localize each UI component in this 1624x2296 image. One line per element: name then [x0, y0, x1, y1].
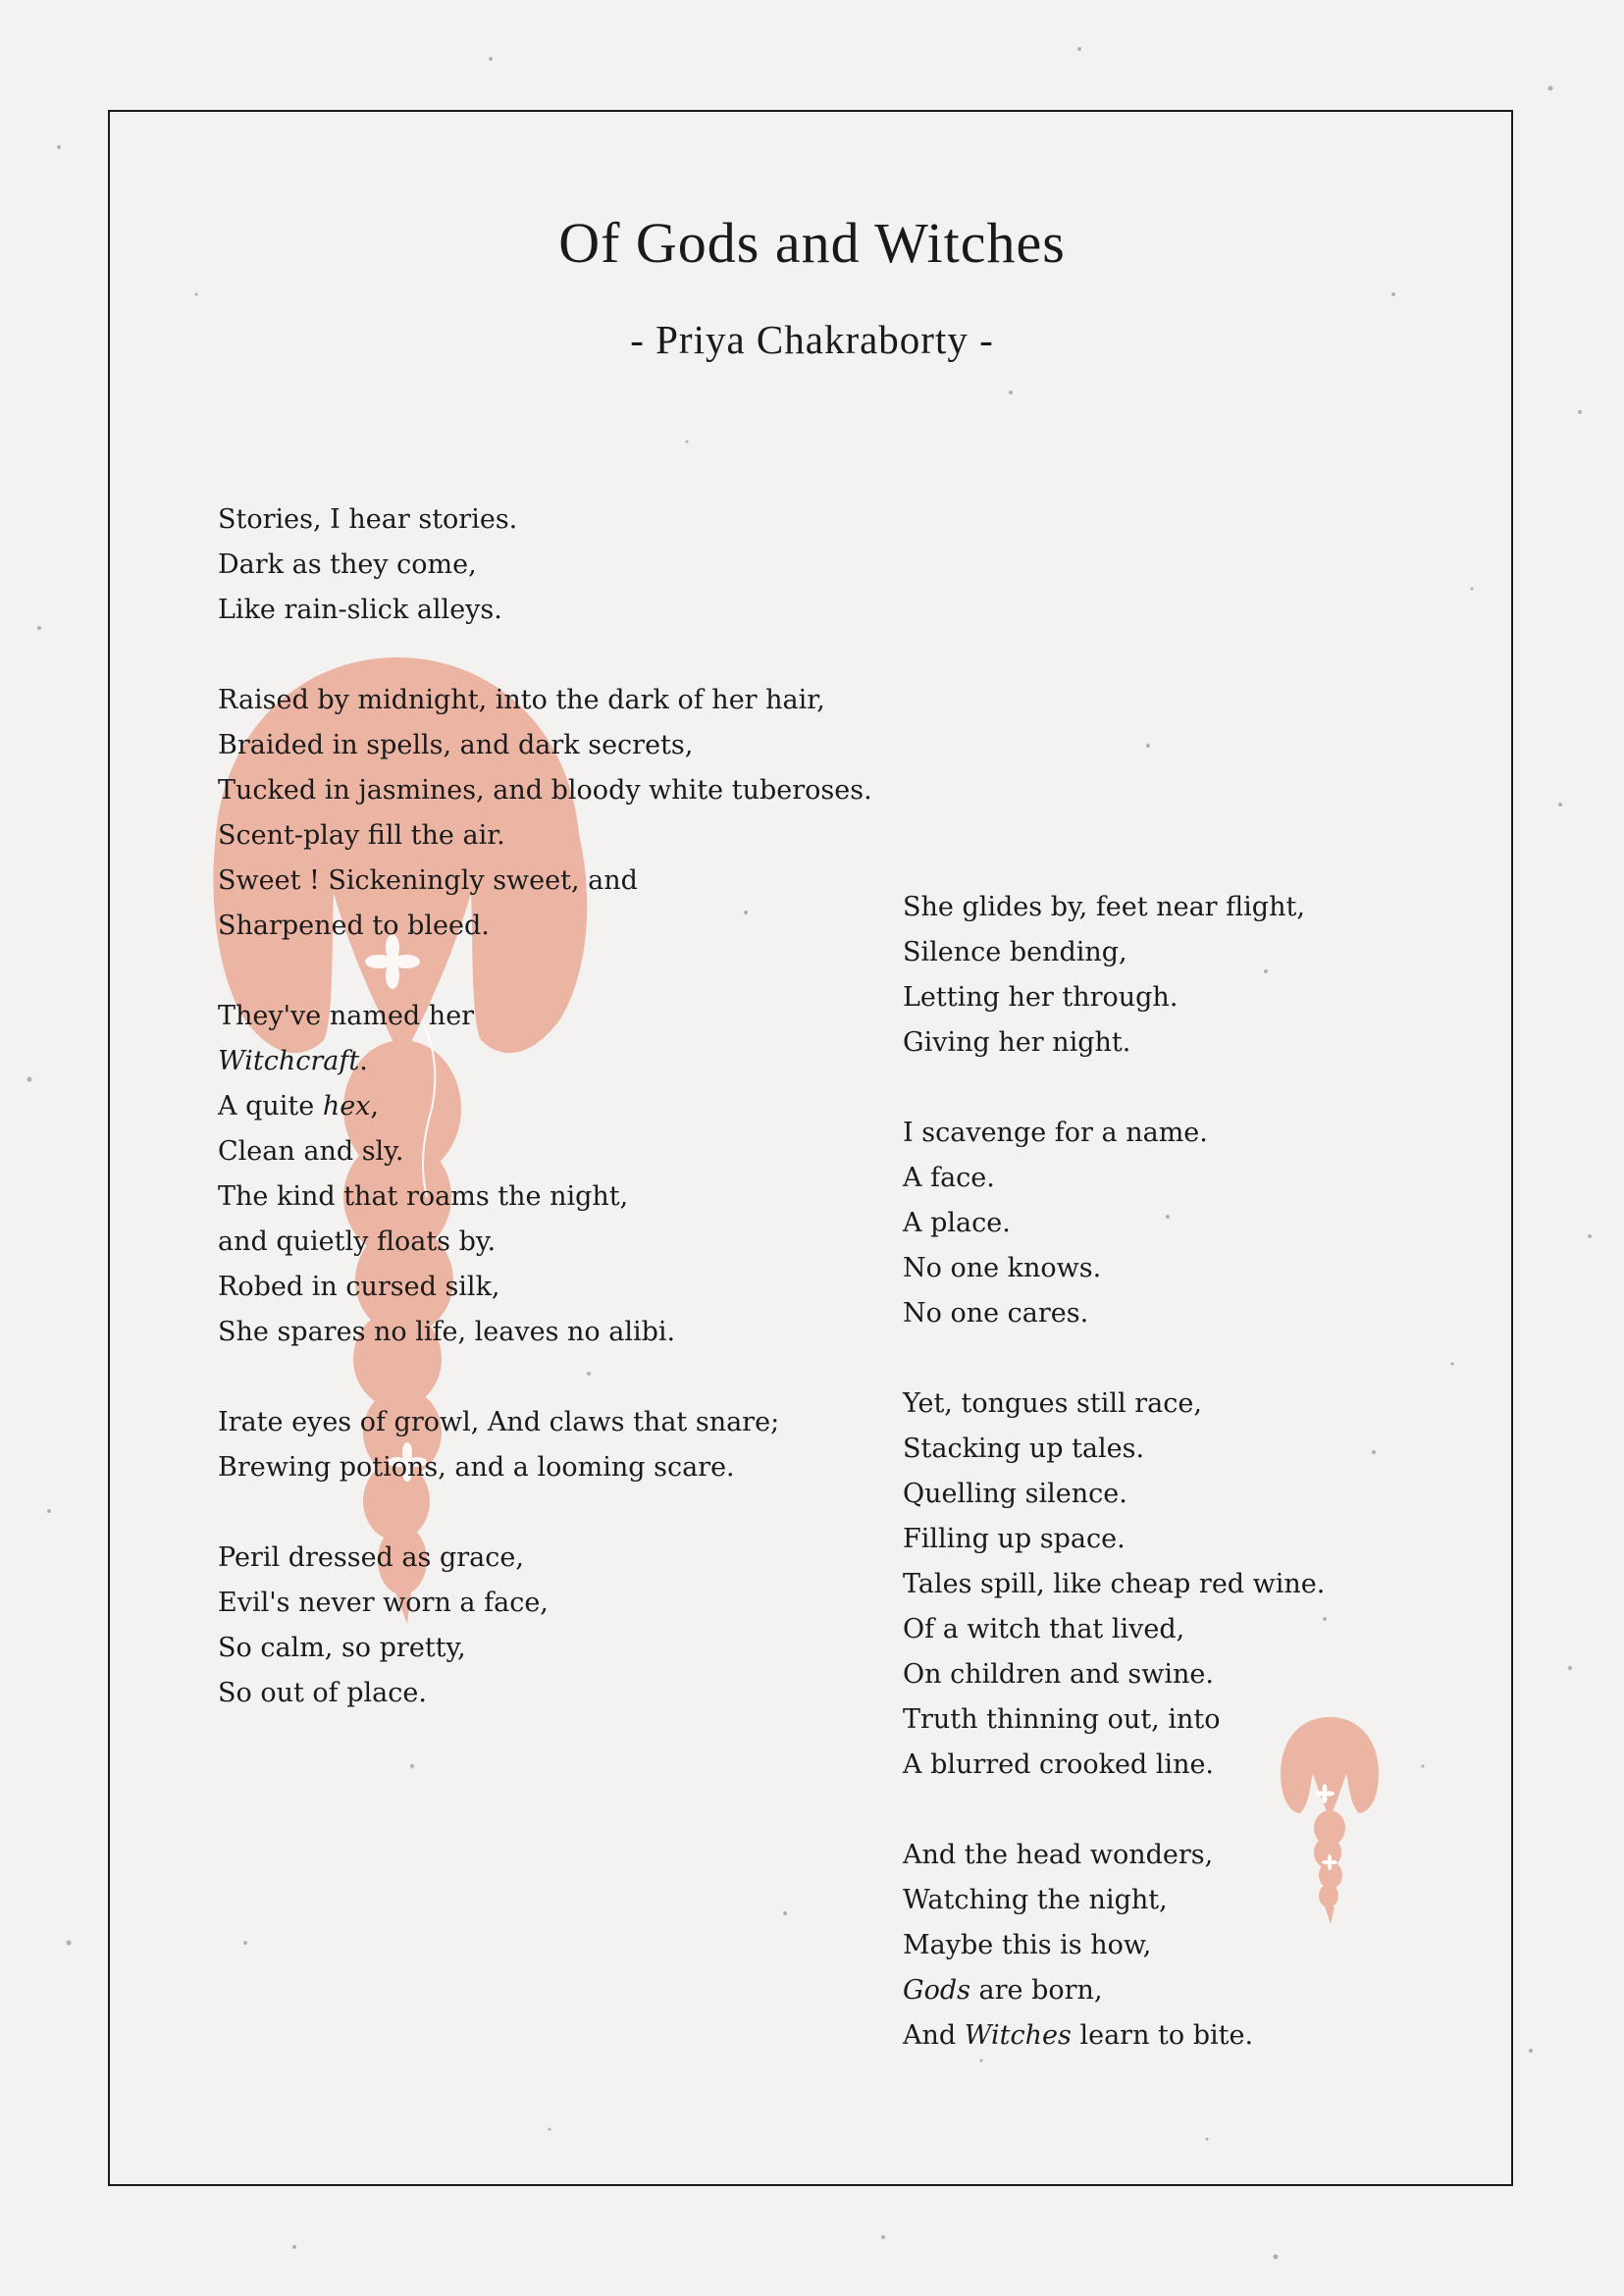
poem-line: Scent-play fill the air. [218, 820, 505, 851]
stanza [903, 1833, 1325, 2059]
poem-line: No one knows. [903, 1253, 1102, 1283]
poem-line: Sharpened to bleed. [218, 911, 490, 941]
poem-line: They've named her [218, 1001, 475, 1031]
poem-line: Raised by midnight, into the dark of her hair, [218, 685, 825, 715]
poem-line: Truth thinning out, into [903, 1704, 1221, 1735]
poem-line: Dark as they come, [218, 549, 477, 580]
italic-word: Witchcraft [218, 1046, 360, 1076]
poem-line: Evil's never worn a face, [218, 1588, 549, 1618]
poem-line: Clean and sly. [218, 1136, 404, 1167]
poem-line: Peril dressed as grace, [218, 1542, 524, 1573]
stanza [218, 1536, 872, 1716]
poem-line [218, 1039, 872, 1084]
stanza [903, 885, 1325, 1066]
line-text: learn to bite. [1071, 2020, 1254, 2051]
line-text: are born, [969, 1975, 1103, 2006]
poem-left-column [218, 497, 872, 1761]
punctuation: . [359, 1046, 368, 1076]
poem-line: Giving her night. [903, 1027, 1131, 1058]
italic-word: Gods [903, 1975, 970, 2006]
poem-line: Filling up space. [903, 1524, 1126, 1554]
poem-line: On children and swine. [903, 1659, 1214, 1690]
poem-line: Sweet ! Sickeningly sweet, and [218, 865, 638, 896]
poem-line: Quelling silence. [903, 1479, 1127, 1509]
stanza [218, 678, 872, 949]
poem-line: Stacking up tales. [903, 1434, 1145, 1464]
poem-line: Tucked in jasmines, and bloody white tuberoses. [218, 775, 872, 806]
poem-line [903, 1968, 1325, 2013]
poem-line: Like rain-slick alleys. [218, 595, 502, 625]
poem-line: Watching the night, [903, 1885, 1168, 1915]
poem-line: Of a witch that lived, [903, 1614, 1185, 1644]
poem-line: So calm, so pretty, [218, 1633, 466, 1663]
punctuation: , [370, 1091, 380, 1122]
poem-line: A place. [903, 1208, 1011, 1238]
poem-line: Irate eyes of growl, And claws that snare; [218, 1407, 780, 1437]
poem-line: So out of place. [218, 1678, 427, 1708]
poem-line: She glides by, feet near flight, [903, 892, 1305, 922]
line-text: And [903, 2020, 965, 2051]
poem-right-column [903, 885, 1325, 2104]
line-text: A quite [218, 1091, 323, 1122]
poem-line: Letting her through. [903, 982, 1179, 1013]
poem-line: She spares no life, leaves no alibi. [218, 1317, 676, 1347]
poem-line [218, 1084, 872, 1129]
poem-line: A blurred crooked line. [903, 1749, 1215, 1780]
poem-line: Yet, tongues still race, [903, 1388, 1202, 1419]
poem-line: A face. [903, 1163, 995, 1193]
poem-line: Brewing potions, and a looming scare. [218, 1452, 735, 1483]
poem-line: Tales spill, like cheap red wine. [903, 1569, 1326, 1599]
poem-line: I scavenge for a name. [903, 1118, 1208, 1148]
italic-word: hex [322, 1091, 371, 1122]
poem-line: Maybe this is how, [903, 1930, 1152, 1960]
poem-line: And the head wonders, [903, 1840, 1214, 1870]
stanza [218, 994, 872, 1355]
italic-word: Witches [964, 2020, 1072, 2051]
poem-author: - Priya Chakraborty - [630, 317, 994, 362]
poem-line: Silence bending, [903, 937, 1127, 967]
stanza [218, 1400, 872, 1490]
poem-line: and quietly floats by. [218, 1226, 497, 1257]
poem-line: Braided in spells, and dark secrets, [218, 730, 694, 760]
poem-line: No one cares. [903, 1298, 1089, 1329]
poem-line: Robed in cursed silk, [218, 1272, 500, 1302]
poem-line: Stories, I hear stories. [218, 504, 518, 535]
stanza [903, 1382, 1325, 1788]
poem-line: The kind that roams the night, [218, 1181, 629, 1212]
stanza [903, 1111, 1325, 1336]
poem-title: Of Gods and Witches [558, 211, 1066, 275]
stanza [218, 497, 872, 633]
poem-line [903, 2013, 1325, 2059]
